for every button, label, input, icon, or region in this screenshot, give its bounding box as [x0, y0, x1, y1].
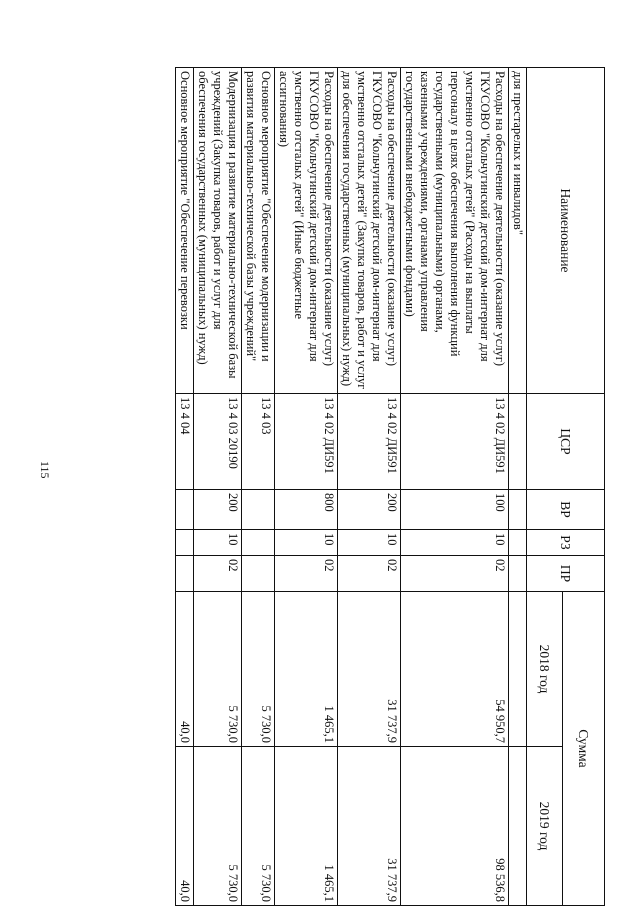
- table-row: [242, 68, 275, 906]
- cell-pr: [509, 556, 527, 592]
- cell-2019: 5 730,0: [194, 747, 242, 906]
- cell-2019: 98 536,8: [401, 747, 509, 906]
- header-csr: ЦСР: [527, 394, 605, 490]
- cell-2019: 40,0: [176, 747, 194, 906]
- header-year-2019: 2019 год: [527, 747, 563, 906]
- cell-pr: 02: [194, 556, 242, 592]
- cell-csr: 13 4 03 20190: [194, 394, 242, 490]
- cell-2018: 54 950,7: [401, 592, 509, 747]
- cell-rz: [176, 530, 194, 556]
- cell-2019: 31 737,9: [338, 747, 401, 906]
- header-name: Наименование: [527, 68, 605, 394]
- cell-csr: 13 4 02 ДИ591: [338, 394, 401, 490]
- cell-vr: 100: [401, 490, 509, 530]
- cell-pr: [176, 556, 194, 592]
- cell-rz: 10: [401, 530, 509, 556]
- cell-vr: [509, 490, 527, 530]
- cell-pr: 02: [401, 556, 509, 592]
- cell-name: Основное мероприятие "Обеспечение перевозки: [176, 68, 194, 394]
- table-header-row: [563, 68, 605, 906]
- cell-vr: [242, 490, 275, 530]
- cell-2019: 5 730,0: [242, 747, 275, 906]
- header-vr: ВР: [527, 490, 605, 530]
- cell-csr: [509, 394, 527, 490]
- cell-rz: 10: [275, 530, 338, 556]
- cell-2019: [509, 747, 527, 906]
- table-row: [194, 68, 242, 906]
- cell-2018: 31 737,9: [338, 592, 401, 747]
- header-pr: ПР: [527, 556, 605, 592]
- table-row: [401, 68, 509, 906]
- cell-csr: 13 4 04: [176, 394, 194, 490]
- cell-vr: 200: [338, 490, 401, 530]
- cell-rz: 10: [194, 530, 242, 556]
- cell-vr: 200: [194, 490, 242, 530]
- cell-rz: 10: [338, 530, 401, 556]
- cell-2018: 40,0: [176, 592, 194, 747]
- table-row: [275, 68, 338, 906]
- cell-csr: 13 4 03: [242, 394, 275, 490]
- cell-name: Расходы на обеспечение деятельности (оказание услуг) ГКУСОВО "Кольчугинский детский дом-интернат для умственно отсталых детей" (Иные бюджетные ассигнования): [275, 68, 338, 394]
- header-year-2018: 2018 год: [527, 592, 563, 747]
- cell-pr: 02: [338, 556, 401, 592]
- cell-rz: [509, 530, 527, 556]
- table-row: [509, 68, 527, 906]
- rotated-budget-table-container: [153, 67, 605, 905]
- table-row: [338, 68, 401, 906]
- cell-rz: [242, 530, 275, 556]
- cell-pr: [242, 556, 275, 592]
- cell-csr: 13 4 02 ДИ591: [275, 394, 338, 490]
- cell-2018: [509, 592, 527, 747]
- cell-pr: 02: [275, 556, 338, 592]
- cell-name: Модернизация и развитие материально-технической базы учреждений (Закупка товаров, работ и услуг для обеспечения государственных (муниципальных) нужд): [194, 68, 242, 394]
- cell-2019: 1 465,1: [275, 747, 338, 906]
- cell-2018: 1 465,1: [275, 592, 338, 747]
- table-row: [176, 68, 194, 906]
- cell-name: Расходы на обеспечение деятельности (оказание услуг) ГКУСОВО "Кольчугинский детский дом-интернат для умственно отсталых детей" (Закупка товаров, работ и услуг для обеспечения государственных (муниципальных) нужд): [338, 68, 401, 394]
- page-number: 115: [38, 461, 52, 479]
- cell-name: для престарелых и инвалидов": [509, 68, 527, 394]
- cell-csr: 13 4 02 ДИ591: [401, 394, 509, 490]
- header-rz: РЗ: [527, 530, 605, 556]
- cell-name: Расходы на обеспечение деятельности (оказание услуг) ГКУСОВО "Кольчугинский детский дом-интернат для умственно отсталых детей" (Расходы на выплаты персоналу в целях обеспечения выполнения функций государственными (муниципальными) органами, казенными учреждениями, органами управления государственными внебюджетными фондами): [401, 68, 509, 394]
- cell-2018: 5 730,0: [194, 592, 242, 747]
- header-sum: Сумма: [563, 592, 605, 906]
- cell-vr: [176, 490, 194, 530]
- cell-2018: 5 730,0: [242, 592, 275, 747]
- cell-vr: 800: [275, 490, 338, 530]
- budget-table: [175, 67, 605, 906]
- cell-name: Основное мероприятие "Обеспечение модернизации и развития материально-технической базы учреждений": [242, 68, 275, 394]
